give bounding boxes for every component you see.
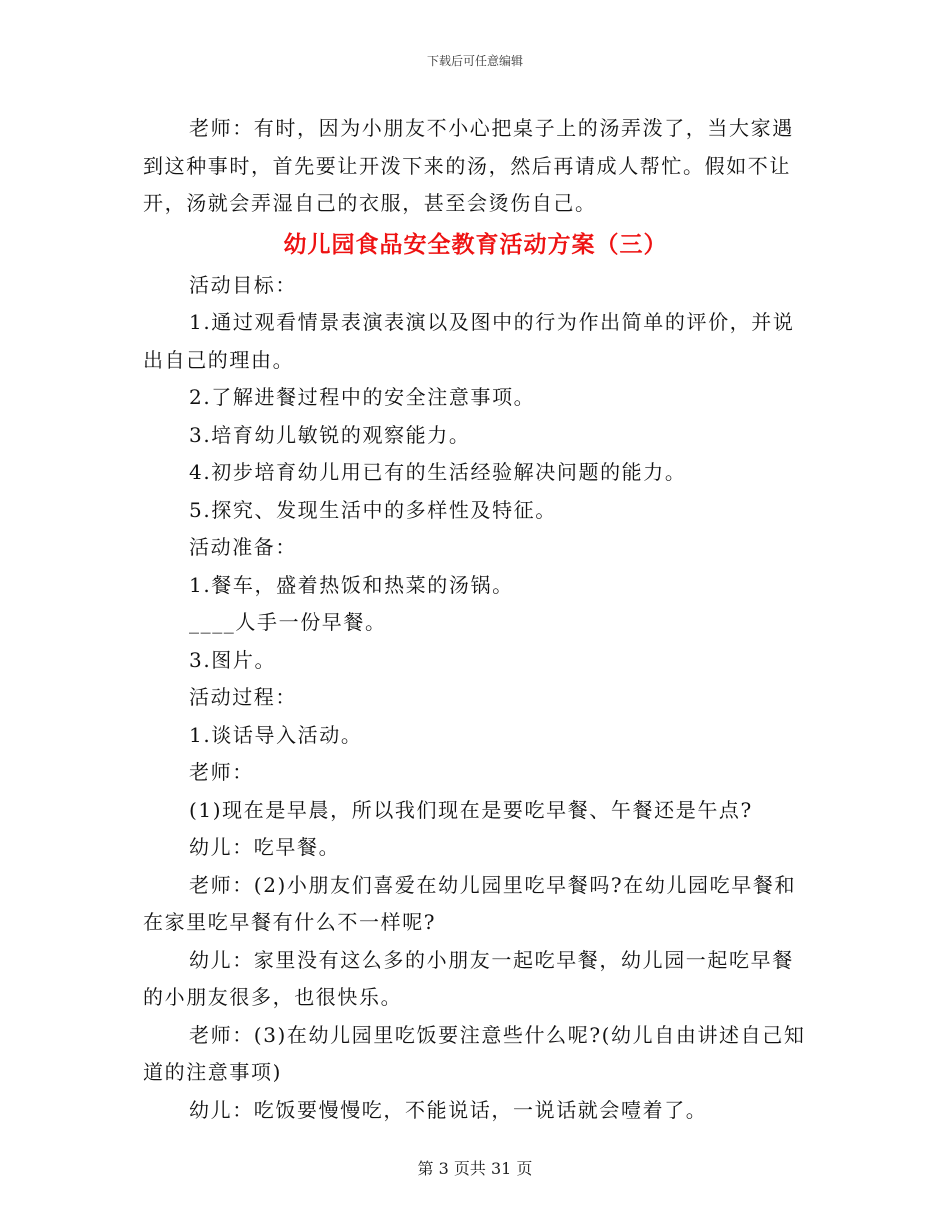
paragraph: 1.通过观看情景表演表演以及图中的行为作出简单的评价，并说出自己的理由。 xyxy=(143,310,795,372)
paragraph: 活动过程： xyxy=(189,685,297,709)
paragraph: 老师：有时，因为小朋友不小心把桌子上的汤弄泼了，当大家遇到这种事时，首先要让开泼下来的汤，然后再请成人帮忙。假如不让开，汤就会弄湿自己的衣服，甚至会烫伤自己。 xyxy=(143,116,794,215)
paragraph: 2.了解进餐过程中的安全注意事项。 xyxy=(189,385,536,409)
paragraph: 1.谈话导入活动。 xyxy=(189,722,363,747)
paragraph: 老师：(3)在幼儿园里吃饭要注意些什么呢?(幼儿自由讲述自己知道的注意事项) xyxy=(143,1022,806,1084)
section-title: 幼儿园食品安全教育活动方案（三） xyxy=(283,230,668,258)
paragraph: 幼儿：吃饭要慢慢吃，不能说话，一说话就会噎着了。 xyxy=(189,1097,708,1122)
paragraph: 5.探究、发现生活中的多样性及特征。 xyxy=(189,497,557,522)
paragraph: 3.图片。 xyxy=(189,647,277,672)
paragraph: 活动目标： xyxy=(189,272,297,297)
paragraph: (1)现在是早晨，所以我们现在是要吃早餐、午餐还是午点? xyxy=(189,797,753,822)
paragraph: 老师： xyxy=(189,760,254,784)
paragraph-list xyxy=(143,267,808,1130)
paragraph: 3.培育幼儿敏锐的观察能力。 xyxy=(189,422,471,447)
paragraph: ____人手一份早餐。 xyxy=(189,610,387,634)
paragraph: 4.初步培育幼儿用已有的生活经验解决问题的能力。 xyxy=(189,460,687,484)
paragraph: 老师：(2)小朋友们喜爱在幼儿园里吃早餐吗?在幼儿园吃早餐和在家里吃早餐有什么不一样呢? xyxy=(143,872,797,934)
paragraph: 1.餐车，盛着热饭和热菜的汤锅。 xyxy=(189,572,514,597)
page-footer: 第 3 页共 31 页 xyxy=(417,1159,533,1178)
paragraph: 活动准备： xyxy=(189,535,297,559)
document-body xyxy=(143,110,808,1129)
paragraph: 幼儿：家里没有这么多的小朋友一起吃早餐，幼儿园一起吃早餐的小朋友很多，也很快乐。 xyxy=(143,947,794,1009)
paragraph: 幼儿：吃早餐。 xyxy=(189,835,341,859)
page-header: 下载后可任意编辑 xyxy=(426,54,523,68)
